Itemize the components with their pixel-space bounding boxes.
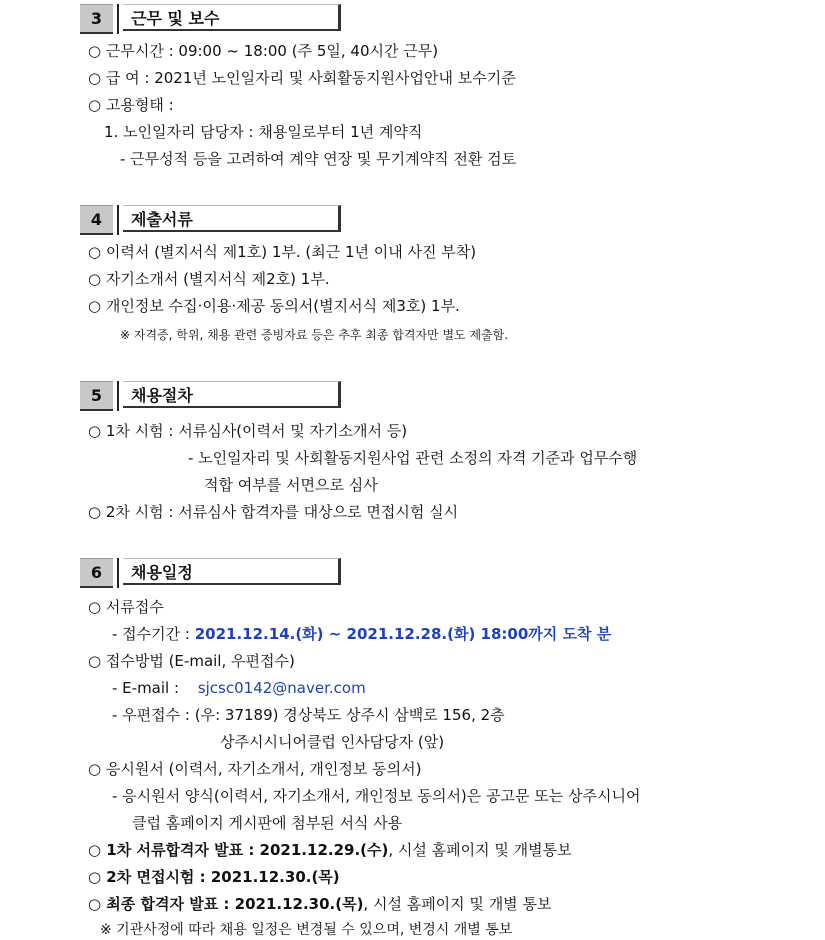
section-number: 5	[80, 381, 113, 411]
interview: ○ 2차 면접시험 : 2021.12.30.(목)	[88, 868, 340, 886]
exam-1: ○ 1차 시험 : 서류심사(이력서 및 자기소개서 등)	[88, 422, 408, 440]
employment-item: 1. 노인일자리 담당자 : 채용일로부터 1년 계약직	[104, 123, 423, 141]
doc-resume: ○ 이력서 (별지서식 제1호) 1부. (최근 1년 이내 사진 부착)	[88, 243, 477, 261]
section-header-6	[80, 558, 345, 587]
employment-note: - 근무성적 등을 고려하여 계약 연장 및 무기계약직 전환 검토	[120, 150, 517, 168]
work-hours: ○ 근무시간 : 09:00 ~ 18:00 (주 5일, 40시간 근무)	[88, 42, 439, 60]
divider	[117, 381, 119, 411]
divider	[117, 205, 119, 235]
final-result	[88, 894, 551, 914]
final-result-date: ○ 최종 합격자 발표 : 2021.12.30.(목)	[88, 895, 364, 913]
email-link[interactable]: sjcsc0142@naver.com	[197, 679, 366, 697]
divider	[117, 4, 119, 34]
divider	[117, 558, 119, 588]
doc-note: ※ 자격증, 학위, 채용 관련 증빙자료 등은 추후 최종 합격자만 별도 제출함.	[120, 328, 509, 342]
section-number: 6	[80, 558, 113, 588]
post-recipient: 상주시시니어클럽 인사담당자 (앞)	[220, 733, 445, 751]
form-note-cont: 클럽 홈페이지 게시판에 첨부된 서식 사용	[132, 814, 403, 832]
salary: ○ 급 여 : 2021년 노인일자리 및 사회활동지원사업안내 보수기준	[88, 69, 516, 87]
application-form: ○ 응시원서 (이력서, 자기소개서, 개인정보 동의서)	[88, 760, 422, 778]
section-title: 근무 및 보수	[123, 4, 341, 31]
section-header-4	[80, 205, 345, 234]
form-note: - 응시원서 양식(이력서, 자기소개서, 개인정보 동의서)은 공고문 또는 상주시니어	[112, 787, 641, 805]
exam-2: ○ 2차 시험 : 서류심사 합격자를 대상으로 면접시험 실시	[88, 503, 459, 521]
section-title: 채용절차	[123, 381, 341, 408]
first-result-notice: , 시설 홈페이지 및 개별통보	[388, 841, 572, 859]
exam-1-detail-cont: 적합 여부를 서면으로 심사	[204, 476, 378, 494]
section-title: 제출서류	[123, 205, 341, 232]
section-number: 4	[80, 205, 113, 235]
schedule-note: ※ 기관사정에 따라 채용 일정은 변경될 수 있으며, 변경시 개별 통보	[100, 922, 513, 938]
section-number: 3	[80, 4, 113, 34]
section-header-5	[80, 381, 345, 410]
section-header-3	[80, 4, 345, 33]
final-result-notice: , 시설 홈페이지 및 개별 통보	[363, 895, 552, 913]
period-value: 2021.12.14.(화) ~ 2021.12.28.(화) 18:00까지 도착 분	[194, 625, 612, 643]
application: ○ 서류접수	[88, 598, 164, 616]
exam-1-detail: - 노인일자리 및 사회활동지원사업 관련 소정의 자격 기준과 업무수행	[188, 449, 638, 467]
application-period	[112, 624, 611, 644]
doc-intro: ○ 자기소개서 (별지서식 제2호) 1부.	[88, 270, 330, 288]
doc-consent: ○ 개인정보 수집·이용·제공 동의서(별지서식 제3호) 1부.	[88, 297, 460, 315]
email-label: - E-mail :	[112, 679, 184, 697]
application-method: ○ 접수방법 (E-mail, 우편접수)	[88, 652, 295, 670]
first-result	[88, 840, 572, 860]
first-result-date: ○ 1차 서류합격자 발표 : 2021.12.29.(수)	[88, 841, 389, 859]
employment-type: ○ 고용형태 :	[88, 96, 174, 114]
section-title: 채용일정	[123, 558, 341, 585]
email-line	[112, 678, 366, 698]
period-label: - 접수기간 :	[112, 625, 195, 643]
post-line: - 우편접수 : (우: 37189) 경상북도 상주시 삼백로 156, 2층	[112, 706, 505, 724]
